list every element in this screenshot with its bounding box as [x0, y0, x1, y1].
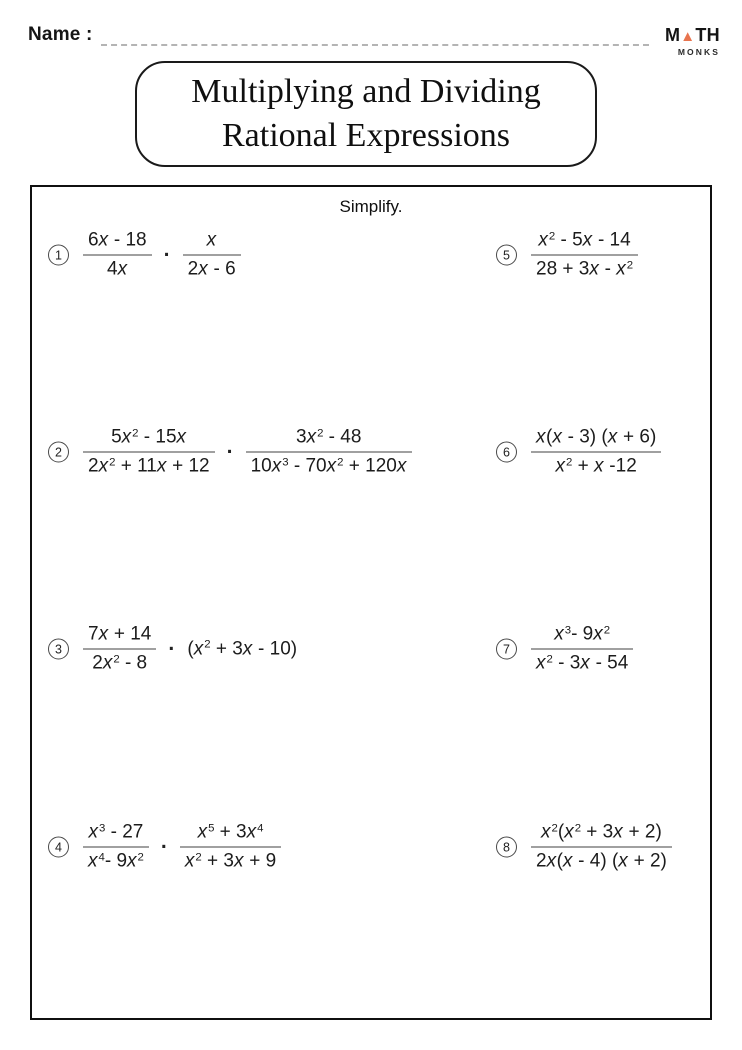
- instruction: Simplify.: [339, 197, 403, 216]
- problem-8: [496, 822, 672, 873]
- fraction: [183, 230, 241, 281]
- mathmonks-logo: [665, 25, 720, 57]
- title-line-2: Rational Expressions: [221, 117, 511, 154]
- denominator: 4x: [107, 258, 128, 280]
- problem-7: [496, 624, 633, 675]
- fraction: [83, 624, 156, 675]
- numerator: $3x^2 - 48$: [246, 427, 412, 453]
- fraction: [531, 427, 661, 478]
- numerator: $x^2(x^2 + 3x + 2)$: [531, 822, 672, 848]
- denominator: $10x^3 - 70x^2 + 120x$: [250, 455, 407, 477]
- problems-box: [30, 185, 712, 1020]
- problem-5: [496, 230, 638, 281]
- denominator: $x^2 - 3x - 54$: [536, 652, 629, 674]
- problem-2: [48, 427, 412, 478]
- name-label: Name :: [28, 24, 93, 45]
- fraction: [531, 822, 672, 873]
- denominator: $x^2 + 3x + 9$: [184, 850, 277, 872]
- fraction: [180, 822, 281, 873]
- numerator: x: [183, 230, 241, 256]
- logo-m: M: [664, 25, 681, 45]
- problem-1: [48, 230, 241, 281]
- problem-4: [48, 822, 281, 873]
- title-line-1: Multiplying and Dividing: [191, 73, 541, 110]
- problem-number: 3: [48, 639, 69, 660]
- denominator: $2x^2 + 11x + 12$: [88, 455, 210, 477]
- multiply-dot: ·: [163, 243, 171, 266]
- fraction: [83, 822, 149, 873]
- problem-number: 7: [496, 639, 517, 660]
- problem-number: 6: [496, 442, 517, 463]
- denominator: 2x - 6: [187, 258, 236, 280]
- name-fill-line: [101, 25, 649, 46]
- triangle-icon: ▲: [680, 28, 696, 45]
- fraction: [531, 624, 633, 675]
- numerator: 7x + 14: [83, 624, 156, 650]
- problem-3: [48, 624, 297, 675]
- numerator: $x^3-$ $9x^2$: [531, 624, 633, 650]
- denominator: $28 + 3x - x^2$: [536, 258, 634, 280]
- logo-th: TH: [695, 25, 720, 45]
- problem-number: 2: [48, 442, 69, 463]
- numerator: $5x^2 - 15x$: [83, 427, 215, 453]
- fraction: [531, 230, 638, 281]
- problem-6: [496, 427, 661, 478]
- numerator: $x^2 - 5x - 14$: [531, 230, 638, 256]
- logo-wordmark: [665, 25, 720, 47]
- logo-monks: MONKS: [677, 47, 720, 57]
- fraction: [246, 427, 412, 478]
- problem-number: 4: [48, 837, 69, 858]
- numerator: x(x - 3) (x + 6): [531, 427, 661, 453]
- denominator: 2x(x - 4) (x + 2): [536, 850, 667, 872]
- multiply-dot: ·: [168, 637, 176, 660]
- expression-term: $(x^2 + 3x - 10)$: [187, 638, 298, 659]
- denominator: $x^2 + x$ -12: [555, 455, 637, 477]
- problem-number: 8: [496, 837, 517, 858]
- numerator: $x^3 - 27$: [83, 822, 149, 848]
- fraction: [83, 427, 215, 478]
- fraction: [83, 230, 152, 281]
- denominator: $2x^2 - 8$: [92, 652, 148, 674]
- denominator: $x^4-$ $9x^2$: [88, 850, 144, 872]
- worksheet-title: [135, 61, 597, 167]
- multiply-dot: ·: [226, 440, 234, 463]
- numerator: 6x - 18: [83, 230, 152, 256]
- name-row: [28, 24, 649, 46]
- numerator: $x^5 + 3x^4$: [180, 822, 281, 848]
- problem-number: 1: [48, 245, 69, 266]
- multiply-dot: ·: [160, 835, 168, 858]
- problem-number: 5: [496, 245, 517, 266]
